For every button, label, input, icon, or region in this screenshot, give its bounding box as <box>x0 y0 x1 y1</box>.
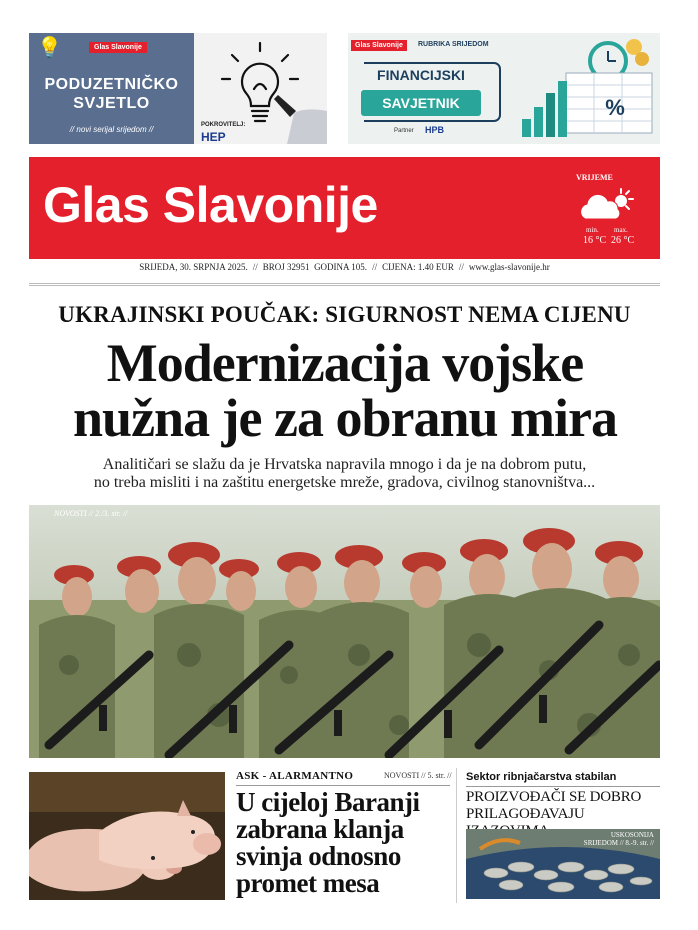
masthead <box>29 157 660 259</box>
column-divider <box>456 768 457 903</box>
weather-label: VRIJEME <box>576 173 613 182</box>
website-link[interactable]: www.glas-slavonije.hr <box>468 262 550 272</box>
promo-left-tagline: // novi serijal srijedom // <box>69 125 154 134</box>
separator: // <box>372 262 378 272</box>
pigs-photo[interactable] <box>29 772 225 900</box>
photo-page-ref: NOVOSTI // 2./3. str. // <box>54 509 128 518</box>
separator: // <box>458 262 464 272</box>
promo-left-title <box>29 75 194 113</box>
pigs-page-ref: NOVOSTI // 5. str. // <box>384 771 452 780</box>
pigs-illustration <box>29 772 225 900</box>
promo-left-title-line1: PODUZETNIČKO <box>44 76 179 93</box>
issue-number: BROJ 32951 <box>262 262 310 272</box>
subhead-line1: Analitičari se slažu da je Hrvatska napravila mnogo i da je na dobrom putu, <box>102 456 587 473</box>
soldiers-illustration <box>29 505 660 758</box>
weather-max-label: max. <box>614 226 628 234</box>
main-story-headline[interactable] <box>20 333 670 448</box>
weather-min-label: min. <box>586 226 599 234</box>
fish-credit-line1: USKOSONIJA <box>610 831 654 839</box>
main-headline-line2: nužna je za obranu mira <box>73 388 617 448</box>
divider <box>29 283 660 286</box>
promo-left-panel <box>29 33 194 144</box>
newspaper-logo[interactable]: Glas Slavonije <box>43 177 378 233</box>
promo-financijski-savjetnik[interactable] <box>348 33 660 144</box>
divider <box>466 786 660 787</box>
lightbulb-icon: 💡 <box>37 35 62 59</box>
separator: // <box>252 262 258 272</box>
partly-cloudy-icon <box>577 185 637 225</box>
soldiers-photo[interactable] <box>29 505 660 758</box>
main-story-subhead <box>29 456 660 492</box>
fish-headline[interactable]: PROIZVOĐAČI SE DOBRO PRILAGOĐAVAJU <box>466 789 642 822</box>
promo-poduzetnicko-svjetlo[interactable] <box>29 33 327 144</box>
promo-left-title-line2: SVJETLO <box>73 95 150 112</box>
subhead-line2: no treba misliti i na zaštitu energetske mreže, gradova, civilnog stanovništva... <box>93 474 596 491</box>
fish-kicker: Sektor ribnjačarstva stabilan <box>466 771 617 783</box>
fish-credit-line2: SRIJEDOM // 8.-9. str. // <box>583 839 654 847</box>
divider <box>236 785 450 786</box>
hpb-logo: HPB <box>425 125 445 135</box>
promo-right-title-line1: FINANCIJSKI <box>377 67 465 83</box>
promo-right-title-line2: SAVJETNIK <box>361 90 481 116</box>
fish-page-ref <box>584 831 654 847</box>
issue-price: CIJENA: 1.40 EUR <box>382 262 454 272</box>
main-story-kicker: UKRAJINSKI POUČAK: SIGURNOST NEMA CIJENU <box>58 302 631 327</box>
promo-left-brand: Glas Slavonije <box>89 42 147 53</box>
promo-right-brand: Glas Slavonije <box>351 40 407 51</box>
weather-min-temp: 16 °C <box>583 235 607 246</box>
weather-max-temp: 26 °C <box>611 235 635 246</box>
main-headline-line1: Modernizacija vojske <box>106 333 584 393</box>
issue-date: SRIJEDA, 30. SRPNJA 2025. <box>139 262 248 272</box>
hep-logo: HEP <box>201 130 226 144</box>
promo-right-rubrika: RUBRIKA SRIJEDOM <box>418 41 489 48</box>
finance-chart-illustration <box>514 33 660 144</box>
promo-left-sponsor-label: POKROVITELJ: <box>201 122 246 128</box>
promo-right-partner-label: Partner <box>394 128 414 134</box>
percent-icon: % <box>605 95 625 120</box>
issue-year: GODINA 105. <box>314 262 368 272</box>
fish-photo[interactable] <box>466 829 660 899</box>
issue-info-line <box>29 262 660 276</box>
pigs-headline[interactable]: U cijeloj Baranji zabrana klanja svinja odnosno promet mesa <box>236 787 420 898</box>
pigs-section-label: ASK - ALARMANTNO <box>236 770 354 782</box>
